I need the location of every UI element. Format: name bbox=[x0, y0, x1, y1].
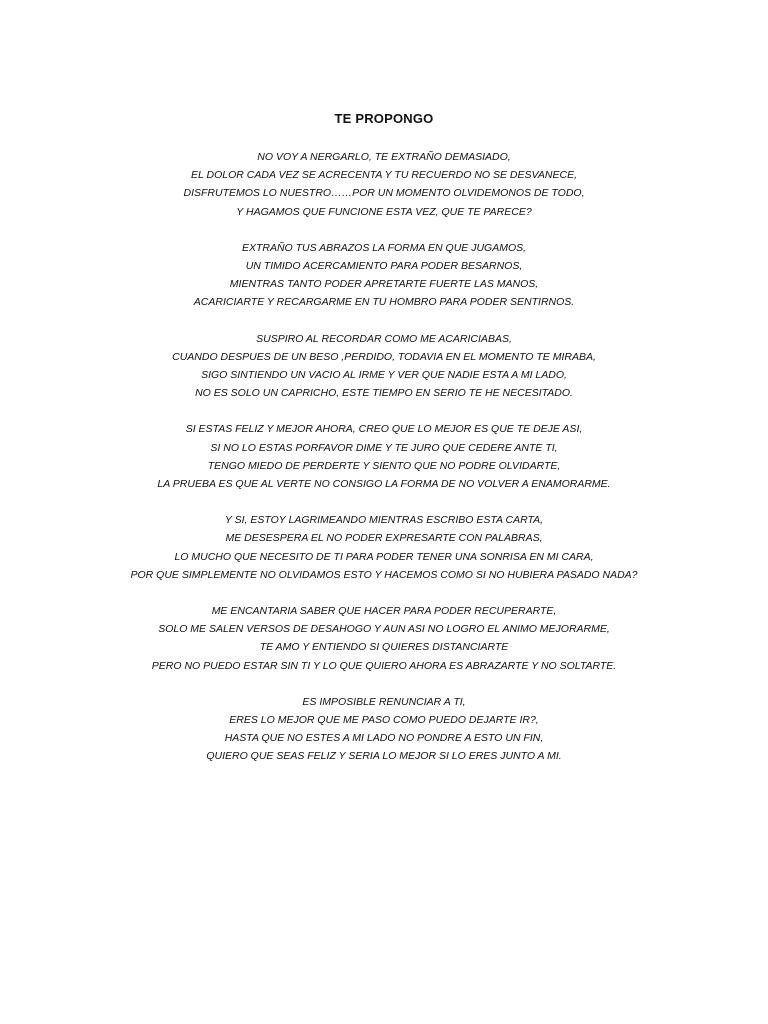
poem-line: DISFRUTEMOS LO NUESTRO……POR UN MOMENTO OLVIDEMONOS DE TODO, bbox=[183, 187, 585, 200]
poem-line: SUSPIRO AL RECORDAR COMO ME ACARICIABAS, bbox=[256, 332, 512, 345]
poem-line: TENGO MIEDO DE PERDERTE Y SIENTO QUE NO PODRE OLVIDARTE, bbox=[207, 459, 561, 472]
poem-line: MIENTRAS TANTO PODER APRETARTE FUERTE LAS MANOS, bbox=[229, 278, 539, 291]
poem-line: QUIERO QUE SEAS FELIZ Y SERIA LO MEJOR SI LO ERES JUNTO A MI. bbox=[206, 750, 562, 763]
stanza-7 bbox=[0, 693, 768, 766]
poem-line: SI ESTAS FELIZ Y MEJOR AHORA, CREO QUE LO MEJOR ES QUE TE DEJE ASI, bbox=[185, 423, 583, 436]
stanza-5 bbox=[0, 511, 768, 584]
poem-line: HASTA QUE NO ESTES A MI LADO NO PONDRE A ESTO UN FIN, bbox=[224, 732, 544, 745]
poem-title: TE PROPONGO bbox=[334, 111, 434, 126]
poem-line: NO VOY A NERGARLO, TE EXTRAÑO DEMASIADO, bbox=[257, 151, 511, 163]
stanza-2 bbox=[0, 239, 768, 312]
poem-line: ERES LO MEJOR QUE ME PASO COMO PUEDO DEJARTE IR?, bbox=[229, 714, 539, 727]
poem-body bbox=[0, 148, 768, 784]
poem-line: POR QUE SIMPLEMENTE NO OLVIDAMOS ESTO Y HACEMOS COMO SI NO HUBIERA PASADO NADA? bbox=[130, 568, 638, 581]
poem-line: TE AMO Y ENTIENDO SI QUIERES DISTANCIARTE bbox=[259, 641, 509, 654]
stanza-1 bbox=[0, 148, 768, 221]
poem-line: Y HAGAMOS QUE FUNCIONE ESTA VEZ, QUE TE PARECE? bbox=[236, 205, 532, 218]
poem-line: CUANDO DESPUES DE UN BESO ,PERDIDO, TODAVIA EN EL MOMENTO TE MIRABA, bbox=[172, 350, 596, 363]
poem-line: ME ENCANTARIA SABER QUE HACER PARA PODER RECUPERARTE, bbox=[211, 605, 557, 618]
poem-line: SOLO ME SALEN VERSOS DE DESAHOGO Y AUN ASI NO LOGRO EL ANIMO MEJORARME, bbox=[158, 623, 610, 636]
poem-line: Y SI, ESTOY LAGRIMEANDO MIENTRAS ESCRIBO ESTA CARTA, bbox=[224, 514, 544, 527]
poem-line: SI NO LO ESTAS PORFAVOR DIME Y TE JURO QUE CEDERE ANTE TI, bbox=[210, 441, 558, 454]
poem-line: ACARICIARTE Y RECARGARME EN TU HOMBRO PARA PODER SENTIRNOS. bbox=[193, 296, 575, 309]
poem-line: PERO NO PUEDO ESTAR SIN TI Y LO QUE QUIERO AHORA ES ABRAZARTE Y NO SOLTARTE. bbox=[151, 659, 617, 672]
stanza-6 bbox=[0, 602, 768, 675]
stanza-4 bbox=[0, 420, 768, 493]
poem-line: LA PRUEBA ES QUE AL VERTE NO CONSIGO LA FORMA DE NO VOLVER A ENAMORARME. bbox=[157, 478, 611, 491]
poem-line: UN TIMIDO ACERCAMIENTO PARA PODER BESARNOS, bbox=[245, 260, 523, 273]
stanza-3 bbox=[0, 330, 768, 403]
poem-line: LO MUCHO QUE NECESITO DE TI PARA PODER TENER UNA SONRISA EN MI CARA, bbox=[174, 550, 594, 563]
poem-line: ME DESESPERA EL NO PODER EXPRESARTE CON PALABRAS, bbox=[225, 532, 543, 545]
poem-line: EXTRAÑO TUS ABRAZOS LA FORMA EN QUE JUGAMOS, bbox=[241, 241, 527, 254]
poem-line: NO ES SOLO UN CAPRICHO, ESTE TIEMPO EN SERIO TE HE NECESITADO. bbox=[195, 387, 573, 400]
poem-line: SIGO SINTIENDO UN VACIO AL IRME Y VER QUE NADIE ESTA A MI LADO, bbox=[201, 369, 567, 382]
poem-line: EL DOLOR CADA VEZ SE ACRECENTA Y TU RECUERDO NO SE DESVANECE, bbox=[190, 169, 578, 182]
poem-line: ES IMPOSIBLE RENUNCIAR A TI, bbox=[302, 695, 466, 708]
